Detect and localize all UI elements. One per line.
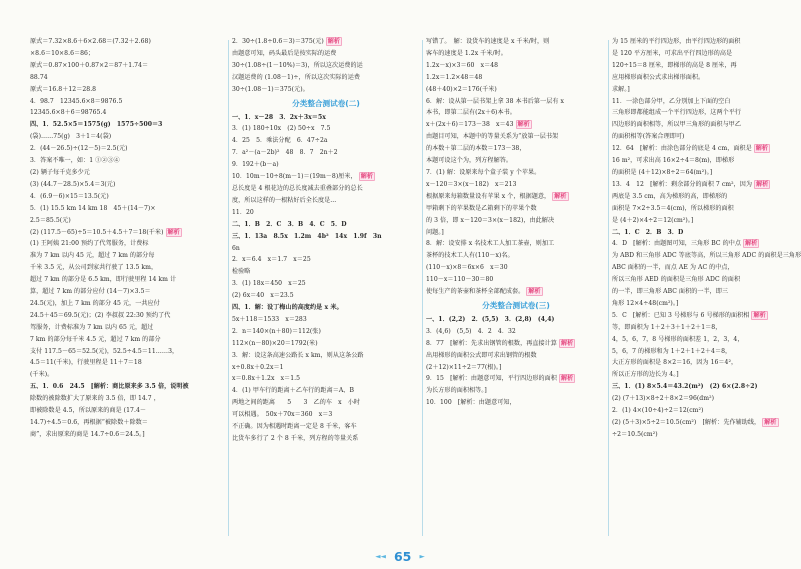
line-text: 写错了。 解：设货车的速度是 x 千米/时，则 [426,38,550,45]
answer-line [612,357,777,369]
line-text: 9．192＋(b－a) [232,161,279,169]
line-text: 112×(n－80)×20＝1792(米) [232,339,318,347]
line-text: (48＋40)×2＝176(千米) [426,85,497,93]
answer-line [30,167,226,179]
line-text: (3) (44.7－28.5)×5.4＝3(元) [30,180,116,188]
answer-line [426,373,606,385]
answer-line [426,179,606,191]
line-text: (2) 辆子每千克多少元 [30,168,90,176]
line-text: 出用梯形的面积公式即可求出钢管的根数 [426,351,537,359]
line-text: 1.2x－x)×3＝60 x＝48 [426,61,499,69]
answer-line [30,215,226,227]
answer-line [30,334,226,346]
line-text: 为 ABD 和三角形 ADC 等底等高，所以三角形 ADC 的面积是三角形 [612,252,801,260]
line-text: 6．解：设从第一层书架上拿 38 本书后第一层有 x [426,97,564,105]
line-text: (110－x)×8＝6x×6 x＝30 [426,264,508,272]
page-number: 65 [393,549,412,564]
analysis-tag: 解析 [554,192,567,200]
answer-line [232,123,420,135]
answer-line [426,167,606,179]
line-text: 二、1．C 2．B 3．D [612,228,684,236]
analysis-tag: 解析 [327,38,341,45]
line-text: 根据原来每箱数量设有苹果 x 个，根据题意， [426,192,551,200]
line-text: 4．(1) 甲车行的距离＋乙车行的距离＝A、B [232,387,354,395]
analysis-tag: 解析 [745,240,758,248]
answer-line [30,322,226,334]
analysis-tag: 解析 [360,173,373,181]
answer-line [612,48,777,60]
line-text: 的一半，即三角形 ABC 面积的一半，即三 [612,288,729,296]
prev-page-arrow-icon[interactable]: ◄◄ [375,552,386,561]
line-text: 甲箱剩下的苹果数是乙箱剩下的苹果个数 [426,204,537,212]
section-line [30,381,226,393]
analysis-tag: 解析 [560,375,574,383]
line-text: 的本数＋第二层的本数＝173－38， [426,145,526,153]
answer-line [30,143,226,155]
answer-line [426,36,606,48]
answer-line [232,362,420,374]
line-text: 30÷(1.08－1)＝375(元)。 [232,85,309,93]
line-text: 8．77 [解析：先求出钢管的根数，再直接计算 [426,339,557,347]
answer-line [232,397,420,409]
answer-line [30,250,226,262]
answer-line [232,195,420,207]
answer-line [232,159,420,171]
answer-line [612,167,777,179]
section-line [232,302,420,314]
line-text: 3．答案不唯一，如：1 ①②③④ [30,157,120,165]
line-text: x÷0.8x＋0.2x＝1 [232,363,284,371]
answer-line [232,266,420,278]
analysis-tag: 解析 [167,228,180,236]
line-text: 10．10m－10÷8(m－1)＝(19m－8)厘米， [232,173,357,181]
line-text: 7 km 的部分每千米 4.5 元，超过 7 km 的部分 [30,335,161,343]
section-heading [426,299,606,313]
line-text: 由题意可知，码头最后是按实际的运费 [232,49,337,57]
page-top-margin [0,0,800,30]
line-text: 一、1．x－28 3．2x＋3x＝5x [232,113,326,121]
section-line [30,119,226,131]
section-line [612,227,777,239]
line-text: (2＋12)×11÷2＝77(根)。] [426,363,502,371]
column-4 [612,36,801,541]
line-text: 2．x＝6.4 x＝1.7 x＝25 [232,256,311,264]
line-text: 原式＝7.32×8.6＋6×2.68＝(7.32＋2.68) [30,38,151,45]
next-page-arrow-icon[interactable]: ► [419,552,425,561]
line-text: ÷2＝10.5(cm²) [612,430,658,438]
line-text: ×8.6＝10×8.6＝86； [30,49,95,57]
line-text: 二、1．B 2．C 3．B 4．C 5．D [232,220,347,228]
analysis-tag: 解析 [517,121,530,129]
answer-line [30,346,226,358]
line-text: 汉题运费的 (1.08－1)÷，所以这次实际的运费 [232,73,360,81]
answer-line [612,155,777,167]
line-text: (千米)。 [30,371,54,379]
line-text: 可以相遇。 50x＋70x＝360 x＝3 [232,411,333,419]
column-divider [608,40,609,536]
line-text: 为长方形的面积相等。] [426,387,487,395]
answer-line [30,298,226,310]
line-text: 大正方形的面积是 8×2＝16，因为 16＝4²， [612,359,738,367]
line-text: 检验略 [232,268,251,276]
answer-line [232,314,420,326]
answer-line [30,179,226,191]
answer-line [30,96,226,108]
answer-line [426,238,606,250]
answer-line [612,393,777,405]
line-text: 3．解：设这条高速公路长 x km，则从这条公路 [232,351,364,359]
line-text: 5．C [解析：已知 3 号梯形与 6 号梯形的面积相 [612,311,750,319]
line-text: 两地之间的距离 5 3 乙的车 x 小时 [232,399,361,407]
answer-line [612,179,777,191]
analysis-tag: 解析 [528,288,541,296]
line-text: 度，所以这样的一根粘好后全长度是... [232,196,337,204]
line-text: 求解。] [612,85,630,93]
answer-line [612,262,777,274]
line-text: (2) (7＋13)×8÷2＋8×2＝96(dm²) [612,395,714,403]
line-text: x＝0.8x＋1.2x x＝1.5 [232,375,301,383]
answer-line [30,393,226,405]
line-text: 茶杯的技术工人有(110－x)名。 [426,252,514,260]
column-1 [30,36,226,541]
answer-line [232,207,420,219]
line-text: 30÷(1.08÷(1－10%)＝3)，所以这次运费的运 [232,61,363,69]
line-text: 算，超过 7 km 的部分应付 (14－7)×3.5＝ [30,288,151,296]
line-text: 的面积相等(答案合理即可) [612,133,685,141]
answer-line [612,417,777,429]
line-text: 2．(1) 4×(10÷4)÷2＝12(cm²) [612,407,704,415]
answer-line [612,310,777,322]
answer-line [30,48,226,60]
answer-line [232,385,420,397]
answer-line [426,72,606,84]
answer-line [426,385,606,397]
answer-line [612,298,777,310]
answer-line [232,48,420,60]
answer-line [612,274,777,286]
answer-line [30,310,226,322]
answer-line [232,326,420,338]
line-text: 本题可设这个为，列方程解答。 [426,157,513,165]
line-text: 16 m²，可求出高 16×2÷4＝8(m)，即梯形 [612,157,735,165]
line-text: 7．(1) 解：设原来每个盒子装 y 个苹果。 [426,168,541,176]
line-text: x－120＝3×(x－182) x＝213 [426,180,517,188]
line-text: ABC 面积的一半，而点 AE 为 AC 的中点， [612,264,734,272]
line-text: 12345.6×8＋6＝98765.4 [30,109,107,117]
answer-line [612,96,777,108]
answer-line [30,286,226,298]
line-text: 的面积是 (4＋12)×8÷2＝64(m²)。] [612,168,713,176]
section-line [232,231,420,243]
answer-line [612,72,777,84]
line-text: 五、1．0.6 24.5 [解析：商比原来多 3.5 倍，说明被 [30,383,189,391]
answer-line [612,250,801,262]
column-divider [228,40,229,536]
line-text: 3．(1) 18x＝450 x＝25 [232,280,306,288]
section-line [232,219,420,231]
answer-line [612,405,777,417]
answer-line [30,369,226,381]
line-text: (2) 6x＝40 x＝23.5 [232,292,294,300]
answer-line [612,131,777,143]
answer-line [426,191,606,203]
line-text: x＋(2x＋6)＝173－38 x＝43 [426,121,514,129]
analysis-tag: 解析 [753,311,766,319]
answer-line [426,362,606,374]
answer-line [30,191,226,203]
line-text: 4．(6.9－6)×15＝13.5(元) [30,192,109,200]
answer-line [30,429,226,441]
line-text: 超过 7 km 的部分是 6.5 km，即行驶里程 14 km 计 [30,276,177,284]
line-text: 准为 7 km 以内 45 元，超过 7 km 的部分每 [30,252,155,260]
answer-line [426,326,606,338]
page-footer [0,546,800,565]
answer-line [612,369,777,381]
line-text: 不正确。因为相遇时距离一定是 8 千米，客车 [232,423,357,431]
answer-line [232,147,420,159]
line-text: 24.5＋45＝69.5(元)；(2) 李叔叔 22:30 预约了代 [30,311,171,319]
answer-line [612,36,777,48]
line-text: (2) (117.5－65)÷5＝10.5＋4.5＋7＝18(千米) [30,228,164,236]
line-text: 4.5＝11(千米)，行驶里程是 11＋7＝18 [30,359,142,367]
line-text: 四、1．解：设丁梅山的高度约是 x 米。 [232,304,343,312]
answer-line [30,227,226,239]
section-line [612,381,777,393]
answer-line [232,36,420,48]
line-text: 即被除数是 4.5，所以原来的商是 (17.4－ [30,407,147,415]
answer-line [612,191,777,203]
answer-line [232,183,420,195]
line-text: 比货车多行了 2 个 8 千米，列方程的等量关系 [232,435,359,442]
line-text: 四、1．52.5×5＝1575(g) 1575÷500＝3 [30,121,163,129]
line-text: 所以三角形 AED 的面积是三角形 ADC 的面积 [612,276,741,284]
line-text: 8．解：设安排 x 名技术工人加工茶壶，则加工 [426,240,555,248]
answer-line [426,227,606,239]
line-text: 6n [232,244,240,252]
line-text: 由题目可知，本题中的等量关系为“放第一层书架 [426,133,559,141]
line-text: 所以正方形的边长为 4。] [612,371,679,379]
column-2 [232,36,420,541]
answer-line [426,274,606,286]
line-text: 7．a²－(a－2b)² 48 8．7 2n＋2 [232,149,338,157]
section-line [426,314,606,326]
answer-line [612,107,777,119]
answer-line [426,262,606,274]
line-text: 分类整合测试卷(三) [482,300,550,310]
line-text: 一、1．(2,2) 2．(5,5) 3．(2,8) (4,4) [426,315,555,323]
answer-line [232,135,420,147]
answer-line [232,350,420,362]
line-text: 4．25 5．乘法分配 6．47÷2a [232,137,328,145]
line-text: 为 15 厘米的平行四边形，由平行四边形的面积 [612,38,741,45]
answer-line [426,250,606,262]
line-text: 2．(44－26.5)÷(12－5)＝2.5(元) [30,145,128,153]
answer-line [232,338,420,350]
line-text: 面积是 7×2÷3.5＝4(cm)，所以梯形的面积 [612,204,734,212]
line-text: 4．98.7 12345.6×8＝9876.5 [30,97,123,105]
line-text: 11．一涂色部分甲，乙分别加上下面的空白 [612,97,731,105]
answer-line [426,215,606,227]
answer-line [30,84,226,96]
line-text: 两底是 3.5 cm，高为梯形的高，即梯形的 [612,192,728,200]
line-text: (1) 王阿姨 21:00 预约了代驾服务，计费标 [30,240,149,248]
line-text: 24.5(元)，加上 7 km 的部分 45 元，一共应付 [30,299,160,307]
answer-line [426,48,606,60]
answer-line [232,409,420,421]
line-text: 问题。] [426,228,444,236]
line-text: 本书，即第二层有(2x＋6)本书。 [426,109,516,117]
answer-line [612,215,777,227]
line-text: 10．100 [解析：由题意可知， [426,399,516,407]
answer-line [426,119,606,131]
answer-line [232,290,420,302]
line-text: 三、1．(1) 8×5.4＝43.2(m²) (2) 6×(2.8÷2) [612,383,758,391]
line-text: 14.7)÷4.5＝0.6，再根据“被除数＋除数＝ [30,419,148,426]
answer-line [612,60,777,72]
line-text: 4，5，6，7，8 号梯形的面积差 1，2，3，4， [612,335,744,343]
analysis-tag: 解析 [755,145,769,153]
line-text: 使每生产的茶壶和茶杯全部配成套。 [426,288,525,296]
answer-line [426,338,606,350]
answer-line [612,322,777,334]
answer-line [30,262,226,274]
line-text: 120÷15＝8 厘米，即梯形的高是 8 厘米，再 [612,61,737,69]
answer-line [612,203,777,215]
line-text: 商”，求出原来的商是 14.7÷0.6＝24.5。] [30,430,145,438]
answer-line [232,433,420,445]
answer-line [30,238,226,250]
answer-line [612,429,777,441]
answer-line [232,278,420,290]
line-text: 分类整合测试卷(二) [292,98,360,108]
line-text: 等，即面积为 1＋2＋3＋1＋2＋1＝8， [612,323,722,331]
answer-line [30,203,226,215]
answer-line [30,417,226,429]
answer-line [426,155,606,167]
line-text: 角形 12×4÷48(cm²)。] [612,299,679,307]
line-text: 1.2x＝1.2×48＝48 [426,73,483,81]
line-text: 三角形即都能组成一个平行四边形，这两个平行 [612,109,742,117]
analysis-tag: 解析 [560,339,574,347]
line-text: 9．15 [解析：由题意可知，平行四边形的面积 [426,375,557,383]
answer-line [426,350,606,362]
answer-line [30,60,226,72]
answer-line [612,334,777,346]
answer-line [232,84,420,96]
line-text: 支付 117.5－65＝52.5(元)，52.5÷4.5＝11……3， [30,347,179,355]
line-text: 原式＝0.87×100＋0.87×2＝87＋1.74＝ [30,61,149,69]
answer-line [612,346,777,358]
line-text: 2．n＝140×(n＋80)＝112(张) [232,327,321,335]
line-text: 2．30÷(1.8÷0.6＝3)＝375(元) [232,38,324,45]
line-text: 3．(1) 180÷10x (2) 50÷x 7.5 [232,125,331,133]
answer-line [612,286,777,298]
answer-line [232,243,420,255]
column-3 [426,36,606,541]
line-text: 110－x＝110－30＝80 [426,276,494,284]
line-text: 12．64 [解析：由涂色部分的底是 4 cm，面积是 [612,145,752,153]
line-text: 三、1．13a 8.5x 1.2m 4b² 14x 1.9f 3n [232,232,382,240]
answer-line [30,107,226,119]
line-text: 2.5＝85.5(元) [30,216,71,224]
section-line [232,112,420,124]
answer-line [232,60,420,72]
answer-line [232,254,420,266]
answer-line [426,143,606,155]
line-text: 四边形的面积相等，所以甲三角形的面积与甲乙 [612,121,742,129]
line-text: 5．(1) 15.5 km 14 km 18 45＋(14－7)× [30,204,156,212]
answer-line [30,357,226,369]
answer-line [30,155,226,167]
answer-line [426,107,606,119]
answer-line [232,171,420,183]
answer-line [426,286,606,298]
line-text: 88.74 [30,73,48,81]
line-text: (袋)……75(g) 3＋1＝4(袋) [30,133,112,141]
line-text: 是 (4＋2)×4÷2＝12(cm²)。] [612,216,694,224]
line-text: 原式＝16.8＋12＝28.8 [30,85,97,93]
line-text: 5，6，7 的梯形和为 1＋2＋1＋2＋4＝8， [612,347,732,355]
answer-line [232,72,420,84]
answer-line [30,72,226,84]
line-text: 客车的速度是 1.2x 千米/时。 [426,49,507,57]
section-heading [232,97,420,111]
answer-line [426,60,606,72]
analysis-tag: 解析 [764,419,777,426]
line-text: 应用梯形面积公式求出梯形面积。 [612,73,705,81]
line-text: (2) (5＋3)×5÷2＝10.5(cm²) [解析：先作辅助线， [612,419,761,426]
line-text: 是 120 平方厘米，可求出平行四边形的高是 [612,49,733,57]
answer-line [426,397,606,409]
line-text: 总长度是 4 根花边的总长度减去重叠部分的总长 [232,184,363,192]
line-text: 11．20 [232,208,254,216]
line-text: 5x＋118＝1533 x＝283 [232,315,307,323]
column-divider [422,40,423,536]
line-text: 的 3 倍，即 x－120＝3×(x－182)，由此解决 [426,216,555,224]
answer-line [426,96,606,108]
answer-line [612,238,777,250]
line-text: 除数的被除数扩大了原来的 3.5 倍，即 14.7 ， [30,395,160,403]
answer-line [30,405,226,417]
line-text: 3．(4,6) (5,5) 4．2 4．32 [426,327,516,335]
answer-line [612,143,777,155]
line-text: 4．D [解析：由题图可知，三角形 BC 的中点 [612,240,742,248]
answer-line [232,421,420,433]
analysis-tag: 解析 [756,180,769,188]
answer-line [426,84,606,96]
line-text: 13．4 12 [解析：剩余部分的面积 7 cm²，因为 [612,180,753,188]
answer-line [612,84,777,96]
answer-line [426,131,606,143]
line-text: 驾服务，计费标准为 7 km 以内 65 元，超过 [30,323,154,331]
line-text: 千米 3.5 元，从公司到家共行驶了 13.5 km， [30,264,158,272]
answer-line [232,373,420,385]
answer-line [30,274,226,286]
answer-line [30,131,226,143]
answer-line [30,36,226,48]
answer-line [426,203,606,215]
answer-line [612,119,777,131]
